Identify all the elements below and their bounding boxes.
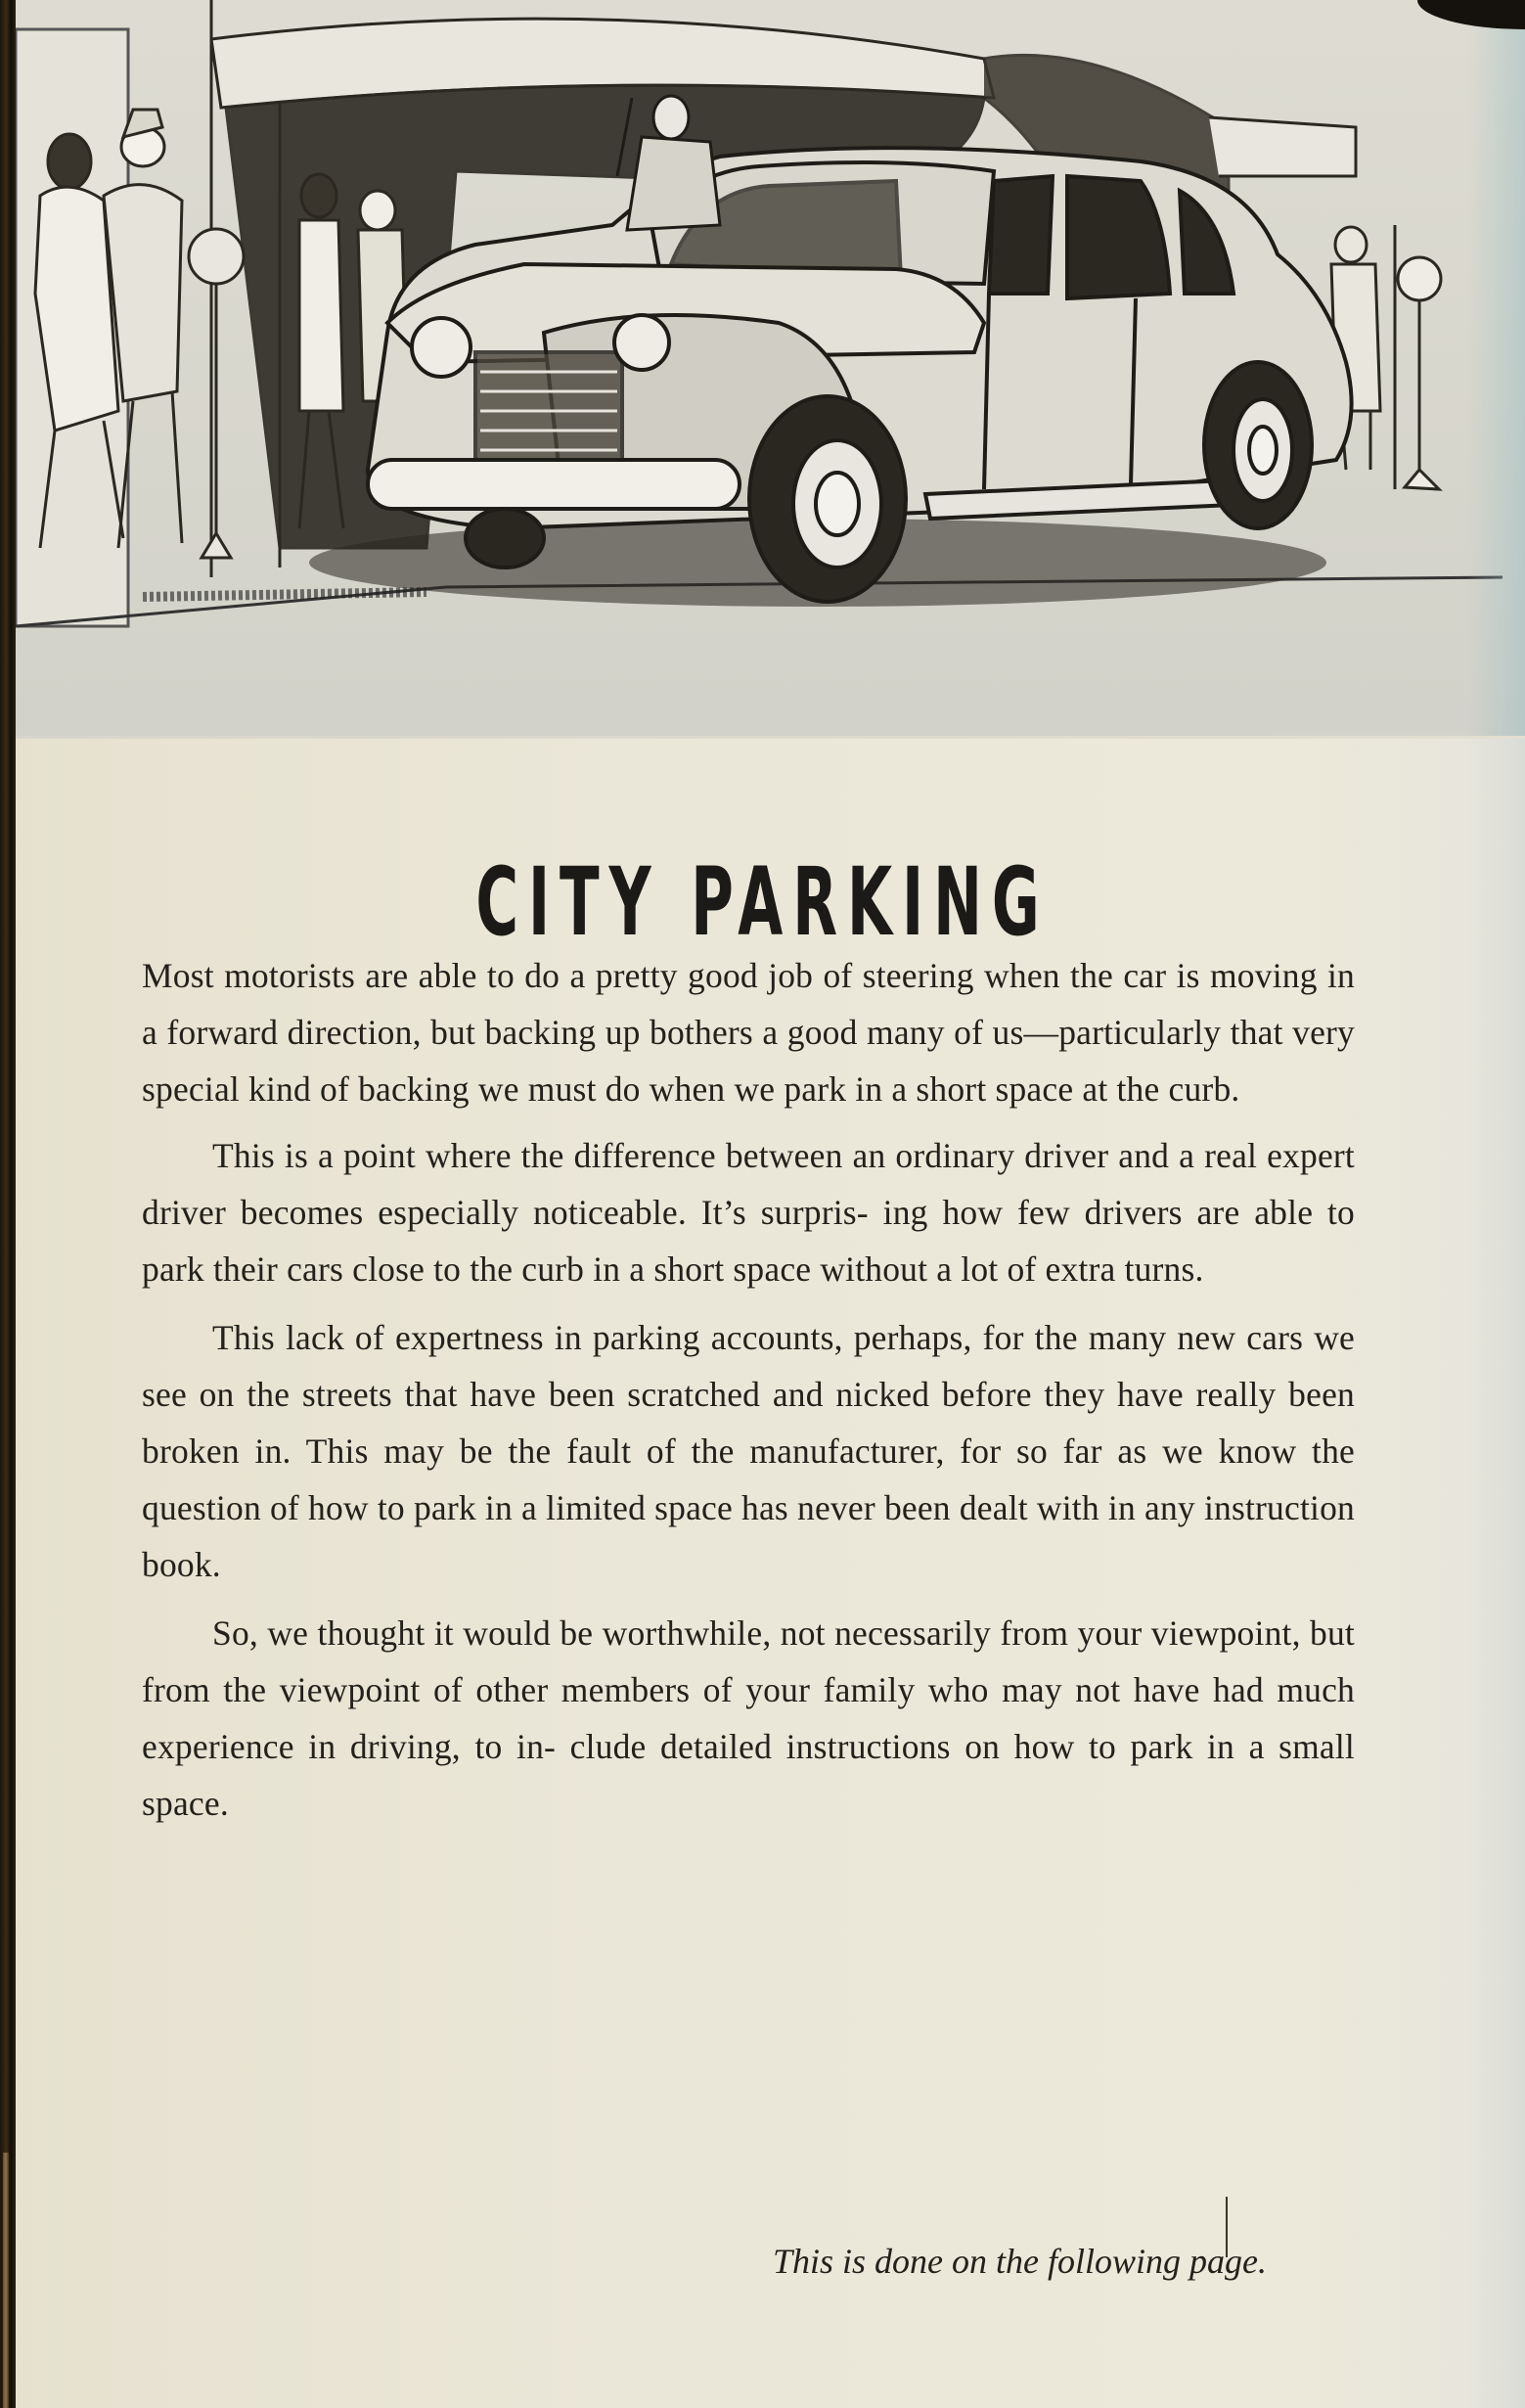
sedan-sketch-icon (16, 0, 1525, 736)
binding-wear (3, 2153, 9, 2408)
paragraph-2: This is a point where the difference between an ordinary driver and a real expert driver becomes especially noticeable. It’s surpris- ing how few drivers are able to park their cars close to the curb in a short space without a lot of extra turns. (142, 1136, 1355, 1289)
paragraph-3: This lack of expertness in parking accounts, perhaps, for the many new cars we see on the streets that have been scratched and nicked before they have really been broken in. This may be the fault of the manufacturer, for so far as we know the question of how to park in a limited space has never been dealt with in any instruction book. (142, 1318, 1355, 1584)
continuation-note: This is done on the following page. (772, 2242, 1267, 2281)
paragraph-4: So, we thought it would be worthwhile, not necessarily from your viewpoint, but from the viewpoint of other members of your family who may not have had much experience in driving, to in- clude detailed instructions on how to park in a small space. (142, 1613, 1355, 1823)
parking-meter-left (189, 229, 244, 558)
sedan (309, 148, 1352, 607)
book-binding-edge (0, 0, 16, 2408)
illustration-divider (16, 736, 1525, 739)
page-title: CITY PARKING (475, 847, 1050, 958)
page-edge-tint (1466, 0, 1525, 736)
paragraph-1: Most motorists are able to do a pretty good job of steering when the car is moving in a forward direction, but backing up bothers a good many of us—particularly that very special kind of backing we must do when we park in a short space at the curb. (142, 956, 1355, 1109)
parking-meter-right (1398, 257, 1441, 489)
body-text (142, 947, 1355, 1841)
car-illustration (16, 0, 1525, 736)
